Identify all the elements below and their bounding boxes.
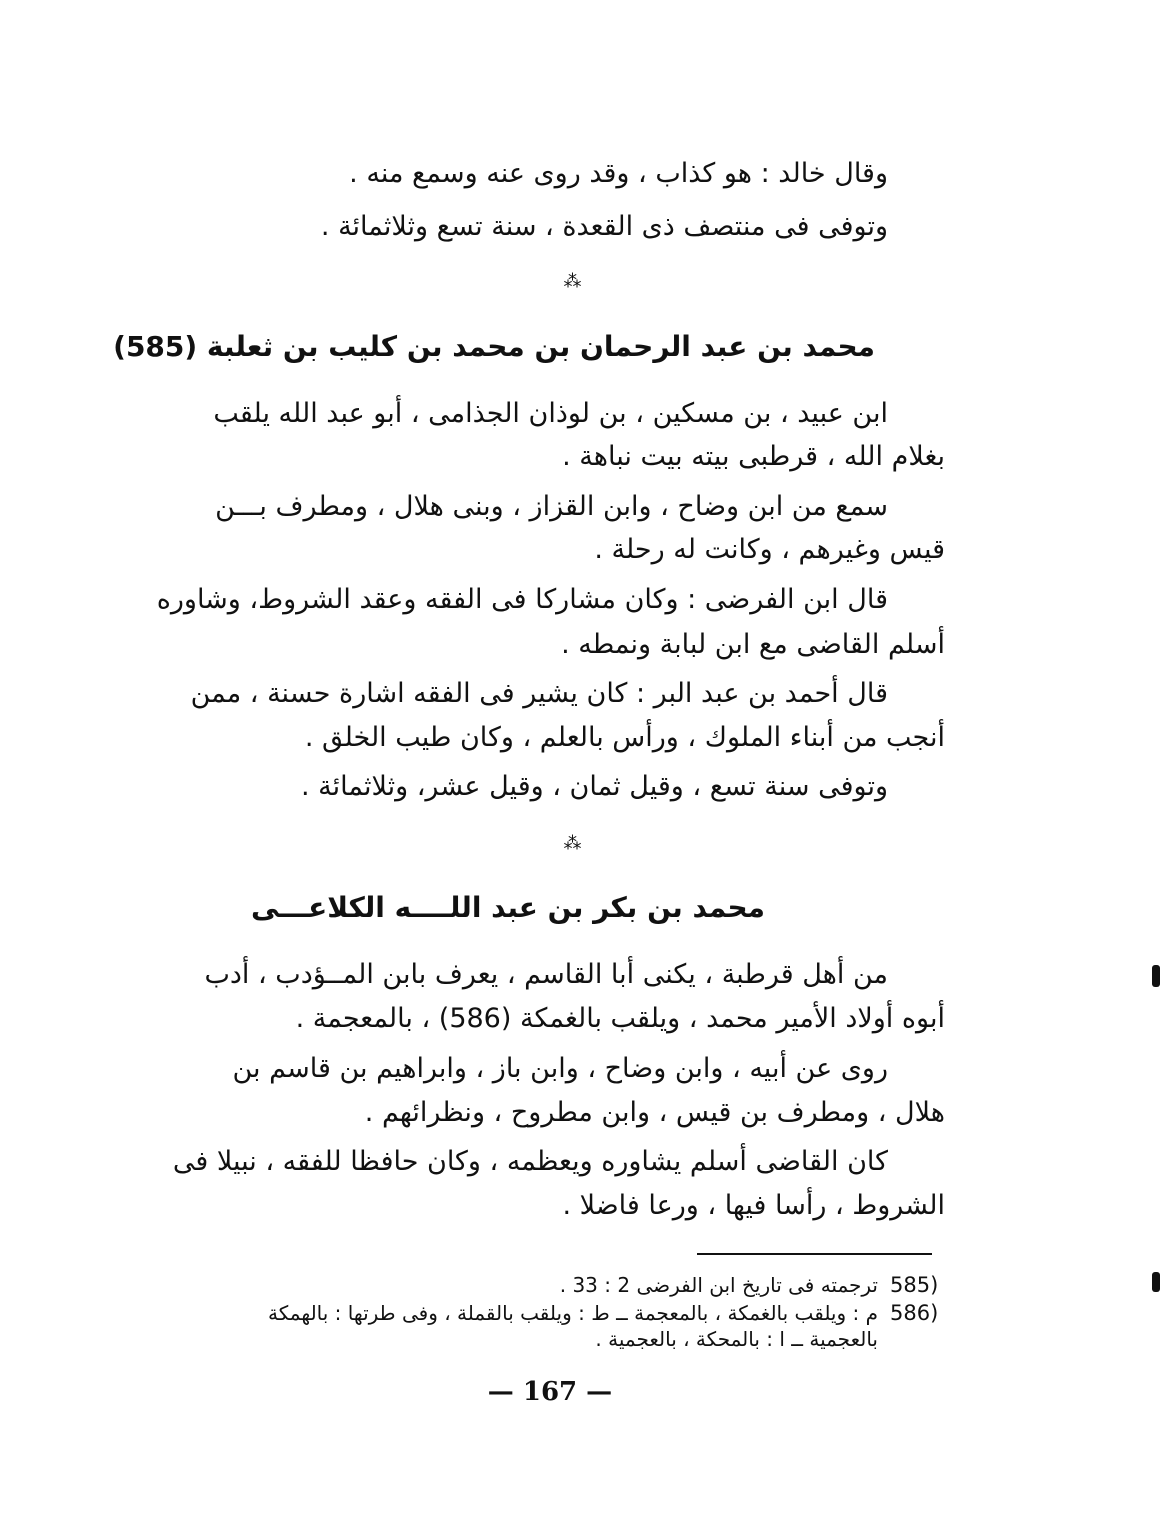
page-number: — 167 —	[487, 1377, 613, 1407]
paragraph-line: وتوفى سنة تسع ، وقيل ثمان ، وقيل عشر، وثلاثمائة .	[300, 771, 888, 802]
entry-heading-585: محمد بن عبد الرحمان بن محمد بن كليب بن ثعلبة (585)	[113, 330, 875, 363]
section-separator: ⁂	[563, 271, 583, 292]
paragraph-line: هلال ، ومطرف بن قيس ، وابن مطروح ، ونظرائهم .	[364, 1097, 945, 1128]
footnote-divider	[697, 1253, 932, 1255]
paragraph-line: كان القاضى أسلم يشاوره ويعظمه ، وكان حافظا للفقه ، نبيلا فى	[172, 1146, 888, 1177]
scan-edge-mark	[1152, 1272, 1160, 1292]
paragraph-line: أنجب من أبناء الملوك ، ورأس بالعلم ، وكان طيب الخلق .	[304, 722, 945, 753]
paragraph-line: أسلم القاضى مع ابن لبابة ونمطه .	[561, 629, 945, 660]
paragraph-line: قال أحمد بن عبد البر : كان يشير فى الفقه اشارة حسنة ، ممن	[190, 678, 888, 709]
footnote-text: بالعجمية ــ ا : بالمحكة ، بالعجمية .	[595, 1327, 878, 1351]
paragraph-line: من أهل قرطبة ، يكنى أبا القاسم ، يعرف بابن المــؤدب ، أدب	[204, 959, 888, 990]
footnote-text: م : ويلقب بالغمكة ، بالمعجمة ــ ط : ويلقب بالقملة ، وفى طرتها : بالهمكة	[268, 1301, 878, 1325]
footnote-number: 586)	[890, 1301, 939, 1325]
continuation-line-2: وتوفى فى منتصف ذى القعدة ، سنة تسع وثلاثمائة .	[320, 211, 888, 242]
paragraph-line: سمع من ابن وضاح ، وابن القزاز ، وبنى هلال ، ومطرف بـــن	[215, 491, 888, 522]
paragraph-line: بغلام الله ، قرطبى بيته بيت نباهة .	[562, 441, 945, 472]
section-separator: ⁂	[563, 833, 583, 854]
paragraph-line: ابن عبيد ، بن مسكين ، بن لوذان الجذامى ، أبو عبد الله يلقب	[213, 398, 888, 429]
paragraph-line: روى عن أبيه ، وابن وضاح ، وابن باز ، وابراهيم بن قاسم بن	[232, 1053, 888, 1084]
entry-heading-kalai: محمد بن بكر بن عبد اللــــه الكلاعـــى	[251, 891, 765, 924]
paragraph-line: قال ابن الفرضى : وكان مشاركا فى الفقه وعقد الشروط، وشاوره	[156, 584, 888, 615]
paragraph-line: أبوه أولاد الأمير محمد ، ويلقب بالغمكة (586) ، بالمعجمة .	[295, 1003, 945, 1034]
continuation-line-1: وقال خالد : هو كذاب ، وقد روى عنه وسمع منه .	[349, 158, 888, 189]
paragraph-line: الشروط ، رأسا فيها ، ورعا فاضلا .	[562, 1190, 945, 1221]
footnote-text: ترجمته فى تاريخ ابن الفرضى 2 : 33 .	[559, 1273, 878, 1297]
scan-edge-mark	[1152, 965, 1160, 987]
footnote-number: 585)	[890, 1273, 939, 1297]
paragraph-line: قيس وغيرهم ، وكانت له رحلة .	[594, 534, 945, 565]
